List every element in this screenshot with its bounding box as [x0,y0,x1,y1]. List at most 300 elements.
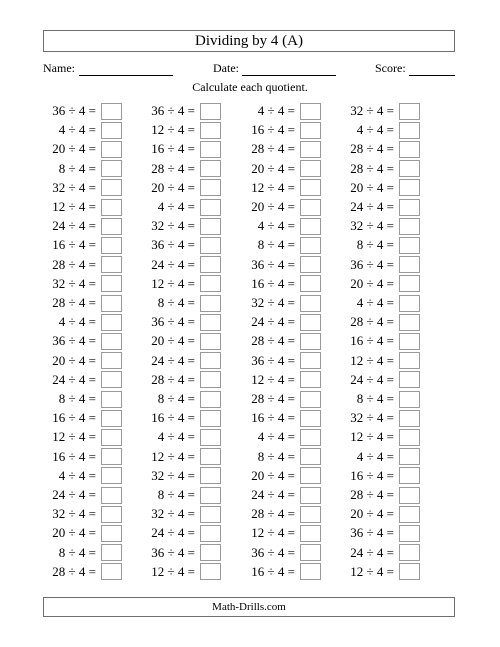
problem-expression: 16 ÷ 4 = [52,448,96,464]
answer-box[interactable] [101,333,122,350]
problem-item [140,524,221,543]
problem-expression: 4 ÷ 4 = [257,429,295,445]
problem-expression: 20 ÷ 4 = [251,467,295,483]
problem-item [140,332,221,351]
problem-item [41,236,122,255]
problem-item [339,466,420,485]
answer-box[interactable] [399,563,420,580]
problem-item [240,294,321,313]
answer-box[interactable] [101,371,122,388]
problem-expression: 24 ÷ 4 = [350,544,394,560]
problem-expression: 20 ÷ 4 = [251,160,295,176]
answer-box[interactable] [300,160,321,177]
problem-expression: 28 ÷ 4 = [52,295,96,310]
answer-box[interactable] [300,122,321,139]
problem-expression: 32 ÷ 4 = [350,103,394,118]
problem-expression: 24 ÷ 4 = [52,487,96,502]
problem-expression: 28 ÷ 4 = [251,506,295,522]
problem-expression: 36 ÷ 4 = [350,256,394,272]
problem-item [140,370,221,389]
answer-box[interactable] [101,256,122,273]
answer-box[interactable] [101,141,122,158]
problem-expression: 20 ÷ 4 = [350,179,394,195]
problem-expression: 24 ÷ 4 = [151,525,195,541]
score-label: Score: [375,61,406,75]
problem-expression: 16 ÷ 4 = [151,410,195,426]
problem-expression: 12 ÷ 4 = [151,275,195,291]
problem-item [240,428,321,447]
answer-box[interactable] [300,314,321,331]
answer-box[interactable] [399,179,420,196]
problem-expression: 16 ÷ 4 = [251,410,295,426]
problem-expression: 20 ÷ 4 = [52,141,96,157]
problem-item [140,486,221,505]
problem-item [339,351,420,370]
problem-item [41,543,122,562]
problem-expression: 28 ÷ 4 = [251,391,295,406]
problem-item [41,102,122,121]
problem-item [339,428,420,447]
answer-box[interactable] [300,467,321,484]
problem-expression: 36 ÷ 4 = [151,103,195,118]
problem-item [140,466,221,485]
problem-item [140,198,221,217]
answer-box[interactable] [300,103,321,120]
problem-item [240,255,321,274]
problem-item [41,505,122,524]
problem-item [339,159,420,178]
answer-box[interactable] [101,467,122,484]
answer-box[interactable] [200,371,221,388]
problem-item [140,294,221,313]
answer-box[interactable] [200,160,221,177]
problem-expression: 8 ÷ 4 = [257,448,295,464]
answer-box[interactable] [200,352,221,369]
problem-item [339,409,420,428]
answer-box[interactable] [300,410,321,427]
problem-item [339,543,420,562]
answer-box[interactable] [300,237,321,254]
problem-expression: 20 ÷ 4 = [151,179,195,195]
problem-expression: 12 ÷ 4 = [151,563,195,579]
answer-box[interactable] [200,429,221,446]
answer-box[interactable] [300,544,321,561]
problem-expression: 4 ÷ 4 = [257,103,295,118]
answer-box[interactable] [101,506,122,523]
answer-box[interactable] [101,391,122,408]
problem-item [240,102,321,121]
problem-expression: 20 ÷ 4 = [350,275,394,291]
answer-box[interactable] [399,122,420,139]
problem-expression: 8 ÷ 4 = [257,237,295,253]
footer: Math-Drills.com [43,597,455,617]
problem-expression: 36 ÷ 4 = [350,525,394,541]
answer-box[interactable] [399,506,420,523]
answer-box[interactable] [399,237,420,254]
answer-box[interactable] [101,429,122,446]
answer-box[interactable] [101,218,122,235]
problem-item [339,562,420,581]
answer-box[interactable] [101,448,122,465]
problem-item [339,274,420,293]
problem-expression: 16 ÷ 4 = [52,410,96,426]
problem-item [339,255,420,274]
problem-item [41,178,122,197]
problem-expression: 24 ÷ 4 = [52,371,96,387]
problem-expression: 12 ÷ 4 = [350,429,394,445]
problem-expression: 36 ÷ 4 = [151,314,195,330]
answer-box[interactable] [101,237,122,254]
answer-box[interactable] [399,160,420,177]
answer-box[interactable] [300,275,321,292]
answer-box[interactable] [101,544,122,561]
answer-box[interactable] [399,429,420,446]
problem-item [339,486,420,505]
problem-item [240,159,321,178]
problem-item [240,274,321,293]
problem-item [240,217,321,236]
problem-item [41,428,122,447]
answer-box[interactable] [200,563,221,580]
problem-item [41,524,122,543]
answer-box[interactable] [300,352,321,369]
answer-box[interactable] [200,487,221,504]
problem-expression: 4 ÷ 4 = [58,467,96,483]
answer-box[interactable] [399,487,420,504]
problem-item [339,294,420,313]
problem-expression: 32 ÷ 4 = [350,218,394,234]
answer-box[interactable] [101,410,122,427]
problem-item [140,178,221,197]
problem-expression: 24 ÷ 4 = [251,487,295,502]
answer-box[interactable] [101,122,122,139]
problem-expression: 16 ÷ 4 = [350,467,394,483]
answer-box[interactable] [300,141,321,158]
problem-expression: 12 ÷ 4 = [52,429,96,445]
problem-expression: 28 ÷ 4 = [52,563,96,579]
problem-expression: 36 ÷ 4 = [151,237,195,253]
answer-box[interactable] [399,391,420,408]
problem-item [339,313,420,332]
problem-item [41,370,122,389]
problem-expression: 24 ÷ 4 = [151,256,195,272]
problem-item [240,390,321,409]
problem-item [140,313,221,332]
answer-box[interactable] [399,256,420,273]
answer-box[interactable] [300,199,321,216]
answer-box[interactable] [399,352,420,369]
problem-item [240,447,321,466]
problem-expression: 16 ÷ 4 = [52,237,96,253]
problem-item [140,217,221,236]
answer-box[interactable] [399,314,420,331]
answer-box[interactable] [399,103,420,120]
problem-item [339,198,420,217]
problem-item [240,524,321,543]
problem-expression: 12 ÷ 4 = [52,199,96,214]
problem-item [140,447,221,466]
problem-expression: 32 ÷ 4 = [151,218,195,234]
problem-item [140,159,221,178]
answer-box[interactable] [300,333,321,350]
problem-expression: 32 ÷ 4 = [52,506,96,522]
problem-item [339,121,420,140]
problem-expression: 12 ÷ 4 = [251,525,295,541]
answer-box[interactable] [200,391,221,408]
problem-expression: 4 ÷ 4 = [257,218,295,234]
problem-item [240,351,321,370]
problem-expression: 4 ÷ 4 = [356,448,394,464]
problem-expression: 16 ÷ 4 = [151,141,195,157]
problem-item [339,370,420,389]
answer-box[interactable] [200,122,221,139]
answer-box[interactable] [300,218,321,235]
problem-item [339,236,420,255]
problem-item [240,486,321,505]
problem-item [140,102,221,121]
answer-box[interactable] [200,103,221,120]
problem-expression: 32 ÷ 4 = [251,295,295,310]
problem-item [140,409,221,428]
answer-box[interactable] [101,352,122,369]
problem-item [240,370,321,389]
answer-box[interactable] [200,218,221,235]
answer-box[interactable] [399,141,420,158]
instructions: Calculate each quotient. [192,80,308,94]
answer-box[interactable] [399,295,420,312]
answer-box[interactable] [101,275,122,292]
answer-box[interactable] [200,199,221,216]
problem-item [140,236,221,255]
problem-item [240,198,321,217]
problem-item [41,332,122,351]
problem-item [140,562,221,581]
problem-expression: 24 ÷ 4 = [350,199,394,214]
problem-expression: 36 ÷ 4 = [52,333,96,349]
problem-item [240,236,321,255]
problem-expression: 36 ÷ 4 = [251,352,295,368]
answer-box[interactable] [300,448,321,465]
answer-box[interactable] [399,333,420,350]
problem-item [140,255,221,274]
answer-box[interactable] [101,199,122,216]
answer-box[interactable] [200,256,221,273]
problem-item [41,313,122,332]
answer-box[interactable] [200,467,221,484]
problem-item [240,313,321,332]
problem-item [339,447,420,466]
problem-expression: 12 ÷ 4 = [350,352,394,368]
answer-box[interactable] [399,525,420,542]
problem-item [140,428,221,447]
problem-item [140,390,221,409]
problem-expression: 24 ÷ 4 = [151,352,195,368]
problem-item [41,562,122,581]
answer-box[interactable] [300,563,321,580]
answer-box[interactable] [300,506,321,523]
answer-box[interactable] [399,371,420,388]
problem-item [140,543,221,562]
problem-item [41,486,122,505]
problem-item [240,466,321,485]
answer-box[interactable] [399,410,420,427]
problem-expression: 8 ÷ 4 = [58,544,96,560]
problem-item [41,121,122,140]
problem-item [240,140,321,159]
answer-box[interactable] [101,103,122,120]
problem-expression: 12 ÷ 4 = [151,448,195,464]
problem-expression: 16 ÷ 4 = [251,563,295,579]
problem-item [140,140,221,159]
problem-expression: 4 ÷ 4 = [157,199,195,214]
problem-item [339,524,420,543]
answer-box[interactable] [300,487,321,504]
answer-box[interactable] [200,295,221,312]
answer-box[interactable] [300,295,321,312]
answer-box[interactable] [200,448,221,465]
problem-item [240,505,321,524]
problem-expression: 12 ÷ 4 = [350,563,394,579]
problem-item [41,390,122,409]
problem-expression: 8 ÷ 4 = [58,160,96,176]
problem-expression: 32 ÷ 4 = [52,275,96,291]
problem-expression: 20 ÷ 4 = [52,352,96,368]
problem-item [240,332,321,351]
problem-item [240,121,321,140]
answer-box[interactable] [200,237,221,254]
problem-item [140,351,221,370]
problem-expression: 20 ÷ 4 = [52,525,96,541]
problem-expression: 32 ÷ 4 = [151,506,195,522]
problem-expression: 36 ÷ 4 = [151,544,195,560]
problem-item [41,198,122,217]
answer-box[interactable] [399,544,420,561]
answer-box[interactable] [101,160,122,177]
answer-box[interactable] [200,179,221,196]
answer-box[interactable] [200,506,221,523]
problem-expression: 28 ÷ 4 = [350,160,394,176]
problem-expression: 16 ÷ 4 = [251,275,295,291]
problem-expression: 28 ÷ 4 = [151,371,195,387]
problem-expression: 28 ÷ 4 = [350,487,394,502]
answer-box[interactable] [101,487,122,504]
problem-item [339,102,420,121]
problem-item [41,274,122,293]
answer-box[interactable] [399,448,420,465]
problem-expression: 36 ÷ 4 = [52,103,96,118]
date-label: Date: [213,61,239,75]
problem-expression: 4 ÷ 4 = [356,122,394,138]
problem-expression: 36 ÷ 4 = [251,544,295,560]
problem-expression: 8 ÷ 4 = [58,391,96,406]
problem-expression: 8 ÷ 4 = [157,487,195,502]
answer-box[interactable] [101,314,122,331]
problem-item [140,121,221,140]
problem-expression: 32 ÷ 4 = [151,467,195,483]
problem-expression: 12 ÷ 4 = [151,122,195,138]
problem-expression: 8 ÷ 4 = [356,391,394,406]
problem-item [339,390,420,409]
answer-box[interactable] [200,525,221,542]
answer-box[interactable] [101,525,122,542]
problem-expression: 4 ÷ 4 = [58,122,96,138]
problem-expression: 28 ÷ 4 = [151,160,195,176]
answer-box[interactable] [399,199,420,216]
problem-expression: 32 ÷ 4 = [350,410,394,426]
problem-item [339,178,420,197]
problem-item [339,505,420,524]
problem-expression: 4 ÷ 4 = [58,314,96,330]
problem-item [240,543,321,562]
answer-box[interactable] [200,141,221,158]
problem-expression: 28 ÷ 4 = [350,141,394,157]
problem-item [240,178,321,197]
answer-box[interactable] [300,391,321,408]
problem-expression: 24 ÷ 4 = [350,371,394,387]
problem-expression: 8 ÷ 4 = [157,295,195,310]
problem-expression: 28 ÷ 4 = [251,141,295,157]
problem-expression: 4 ÷ 4 = [356,295,394,310]
problem-expression: 20 ÷ 4 = [251,199,295,214]
problem-expression: 12 ÷ 4 = [251,179,295,195]
problem-expression: 20 ÷ 4 = [151,333,195,349]
problem-item [240,562,321,581]
problem-item [41,159,122,178]
problem-item [41,217,122,236]
answer-box[interactable] [200,314,221,331]
answer-box[interactable] [101,563,122,580]
problem-item [41,255,122,274]
answer-box[interactable] [200,544,221,561]
problem-expression: 8 ÷ 4 = [356,237,394,253]
answer-box[interactable] [200,333,221,350]
answer-box[interactable] [399,275,420,292]
answer-box[interactable] [399,218,420,235]
problem-expression: 16 ÷ 4 = [251,122,295,138]
answer-box[interactable] [300,179,321,196]
answer-box[interactable] [101,179,122,196]
problem-expression: 4 ÷ 4 = [157,429,195,445]
problem-item [339,217,420,236]
answer-box[interactable] [101,295,122,312]
problem-expression: 28 ÷ 4 = [52,256,96,272]
answer-box[interactable] [200,275,221,292]
problem-expression: 12 ÷ 4 = [251,371,295,387]
problem-expression: 24 ÷ 4 = [52,218,96,234]
answer-box[interactable] [300,256,321,273]
problem-expression: 36 ÷ 4 = [251,256,295,272]
problem-item [41,140,122,159]
answer-box[interactable] [200,410,221,427]
problem-expression: 20 ÷ 4 = [350,506,394,522]
problem-item [41,294,122,313]
answer-box[interactable] [300,371,321,388]
problem-item [41,409,122,428]
problem-item [339,140,420,159]
problem-item [140,505,221,524]
problem-expression: 32 ÷ 4 = [52,179,96,195]
problem-item [339,332,420,351]
problem-expression: 28 ÷ 4 = [350,314,394,330]
answer-box[interactable] [300,429,321,446]
problem-expression: 16 ÷ 4 = [350,333,394,349]
answer-box[interactable] [399,467,420,484]
problem-expression: 24 ÷ 4 = [251,314,295,330]
problem-item [140,274,221,293]
answer-box[interactable] [300,525,321,542]
name-label: Name: [43,61,75,75]
problem-expression: 28 ÷ 4 = [251,333,295,349]
